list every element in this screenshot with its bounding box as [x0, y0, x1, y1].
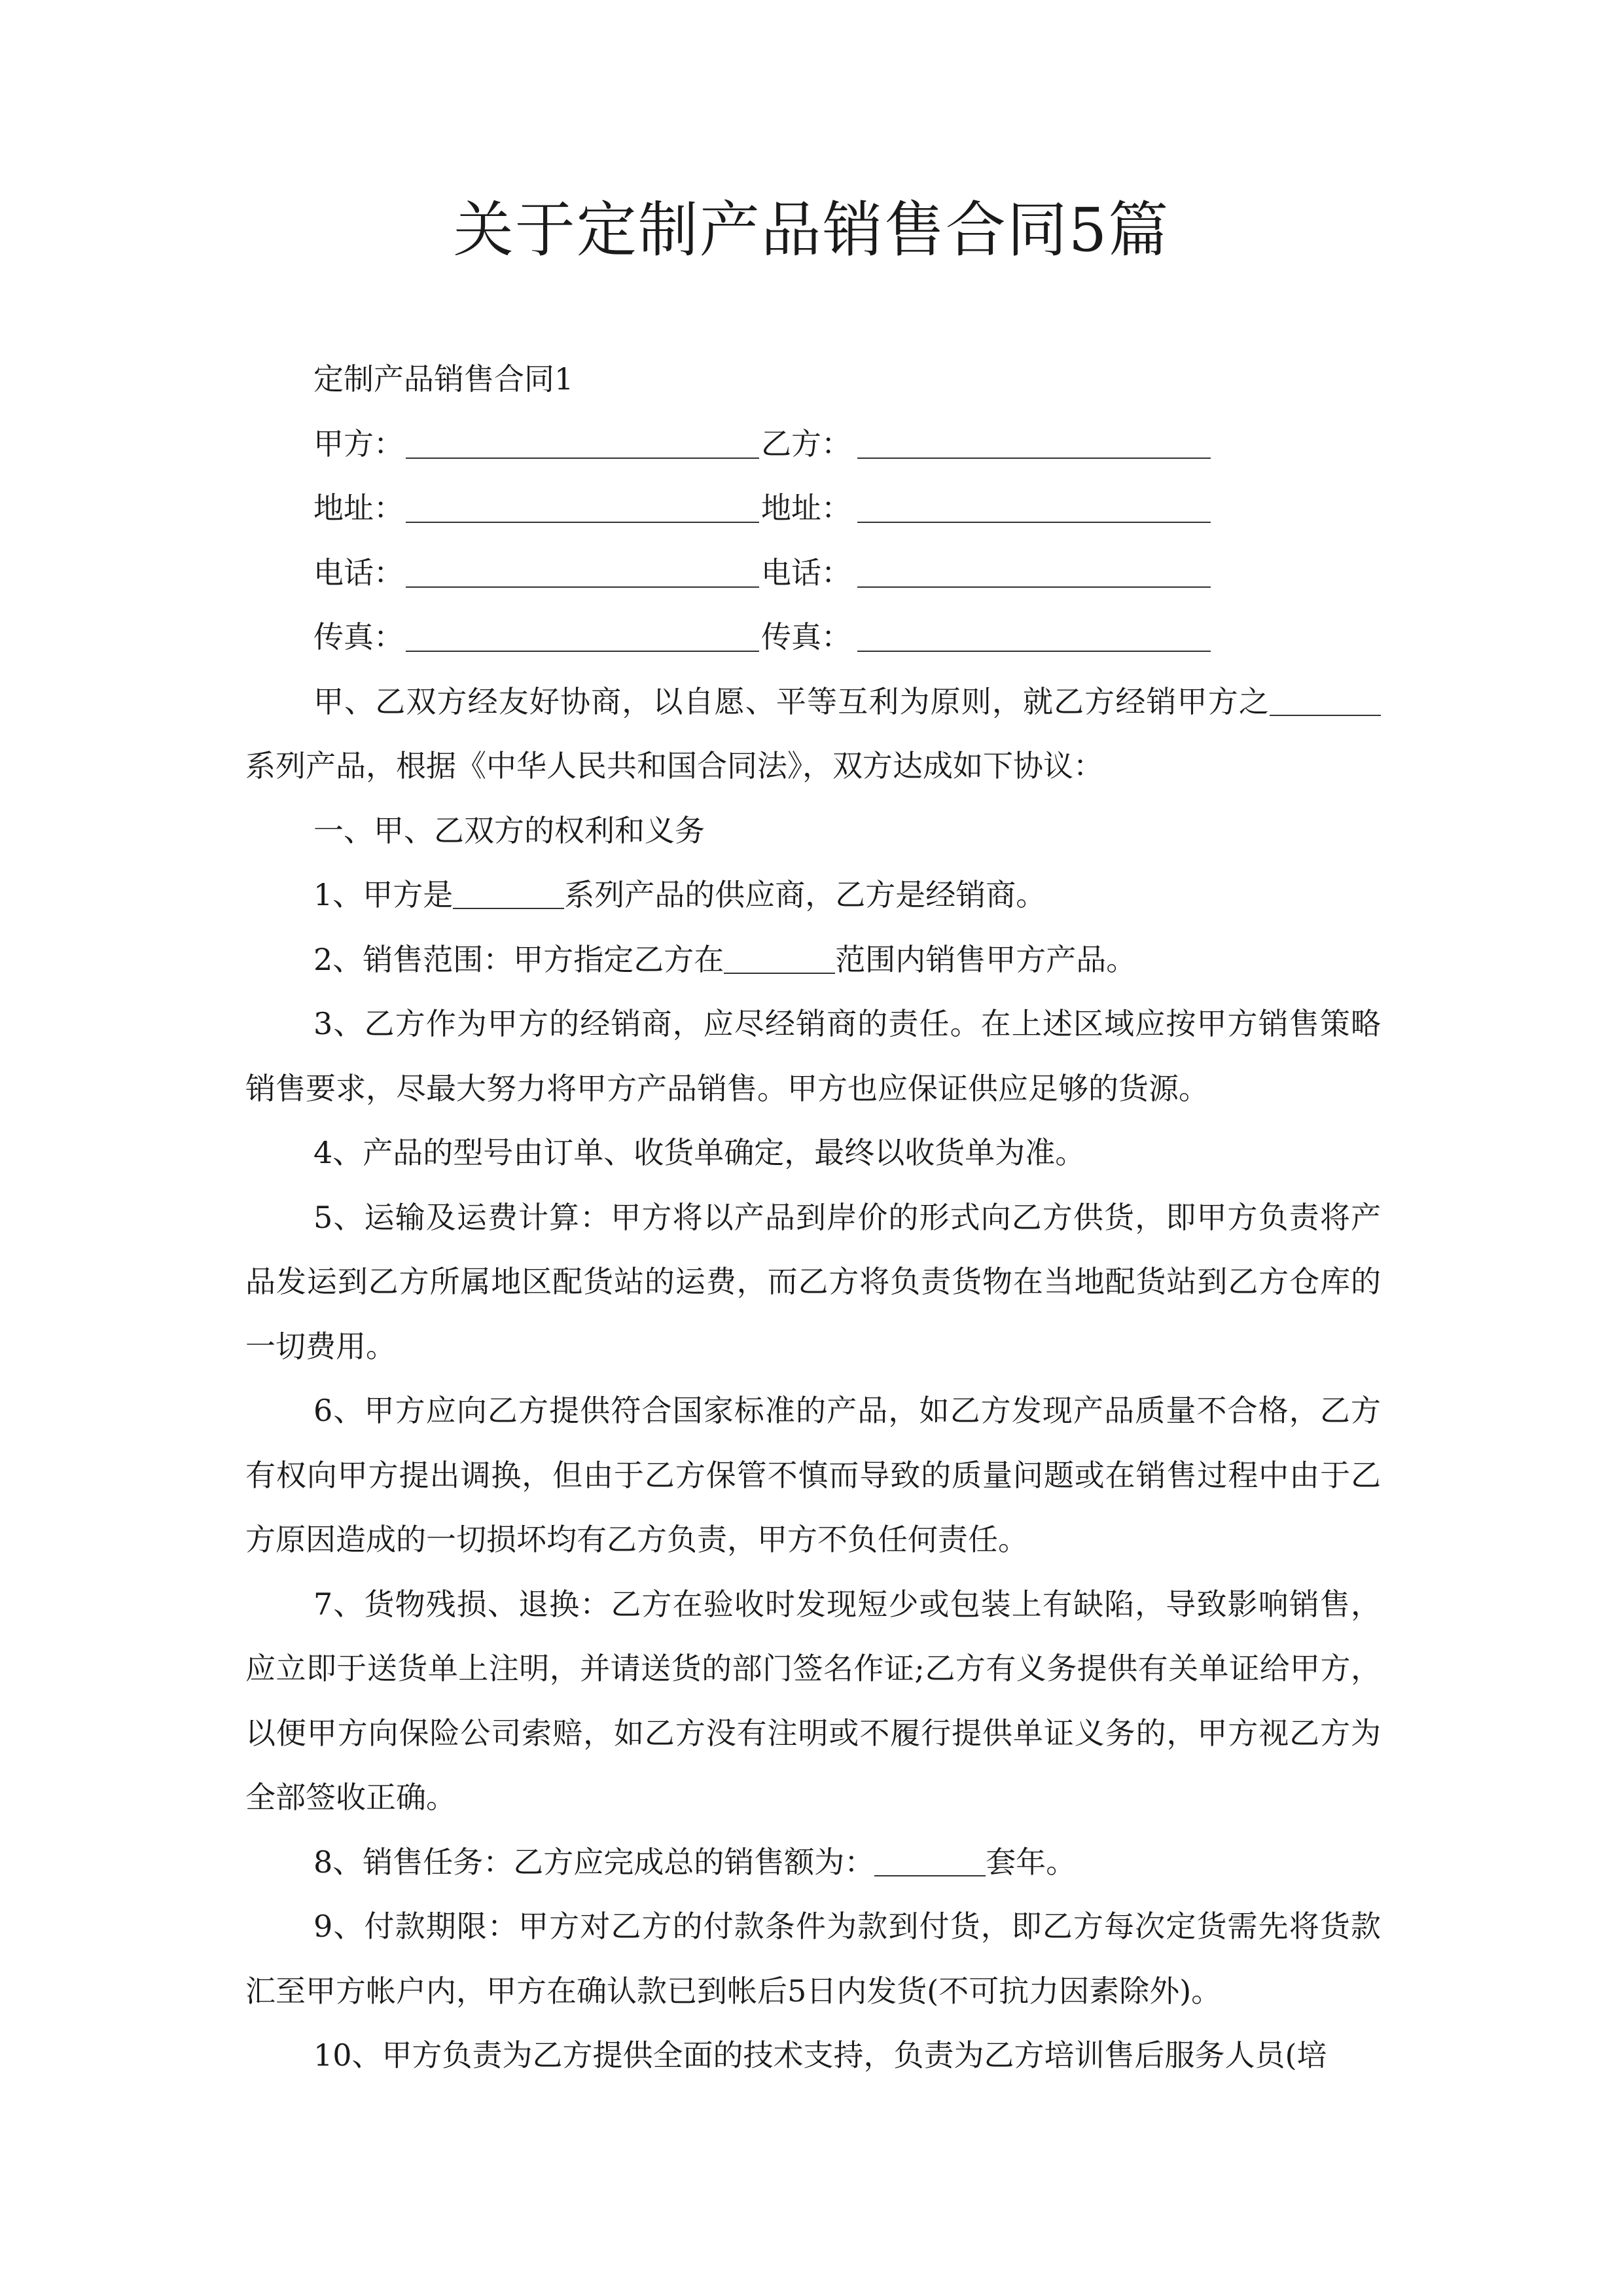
clause-9: 9、付款期限：甲方对乙方的付款条件为款到付货，即乙方每次定货需先将货款汇至甲方帐户内，甲方在确认款已到帐后5日内发货(不可抗力因素除外)。	[245, 1909, 1381, 2009]
clause-4: 4、产品的型号由订单、收货单确定，最终以收货单为准。	[313, 1135, 1086, 1170]
clause-10: 10、甲方负责为乙方提供全面的技术支持，负责为乙方培训售后服务人员(培	[313, 2037, 1327, 2073]
clause-1-blank	[453, 878, 564, 909]
party-b-address-label: 地址：	[761, 490, 851, 526]
clause-1-text-b: 系列产品的供应商，乙方是经销商。	[564, 877, 1046, 912]
clause-1	[245, 863, 1381, 927]
product-series-blank	[1270, 685, 1381, 716]
clause-8-text-a: 8、销售任务：乙方应完成总的销售额为：	[313, 1844, 875, 1880]
clause-2-text-a: 2、销售范围：甲方指定乙方在	[313, 941, 724, 977]
party-a-address-label: 地址：	[313, 490, 404, 526]
party-b-phone-label: 电话：	[761, 554, 851, 590]
clause-8-blank	[874, 1845, 986, 1876]
clause-2-text-b: 范围内销售甲方产品。	[835, 941, 1137, 977]
intro-text-b: 系列产品，根据《中华人民共和国合同法》，双方达成如下协议：	[245, 748, 1103, 783]
party-a-name-blank	[406, 457, 759, 459]
party-b-phone-blank	[857, 586, 1211, 588]
party-a-address-blank	[406, 522, 759, 523]
party-row-fax	[245, 605, 1381, 670]
party-b-name-label: 乙方：	[761, 425, 851, 461]
party-row-phone	[245, 541, 1381, 605]
contract-heading: 定制产品销售合同1	[313, 361, 574, 397]
clause-5: 5、运输及运费计算：甲方将以产品到岸价的形式向乙方供货，即甲方负责将产品发运到乙方所属地区配货站的运费，而乙方将负责货物在当地配货站到乙方仓库的一切费用。	[245, 1199, 1381, 1364]
party-a-name-label: 甲方：	[313, 425, 404, 461]
party-row-address	[245, 476, 1381, 541]
party-a-phone-label: 电话：	[313, 554, 404, 590]
party-a-fax-blank	[406, 651, 759, 652]
clause-2-blank	[724, 942, 835, 974]
clause-2	[245, 927, 1381, 992]
clause-8	[245, 1830, 1381, 1895]
clause-8-text-b: 套年。	[986, 1844, 1077, 1880]
clause-1-text-a: 1、甲方是	[313, 877, 454, 912]
section-heading-rights: 一、甲、乙双方的权利和义务	[313, 812, 705, 848]
party-a-fax-label: 传真：	[313, 619, 404, 655]
party-a-phone-blank	[406, 586, 759, 588]
party-b-name-blank	[857, 457, 1211, 459]
clause-7: 7、货物残损、退换：乙方在验收时发现短少或包装上有缺陷，导致影响销售，应立即于送货单上注明，并请送货的部门签名作证;乙方有义务提供有关单证给甲方，以便甲方向保险公司索赔，如乙方没有注明或不履行提供单证义务的，甲方视乙方为全部签收正确。	[245, 1586, 1381, 1815]
party-b-address-blank	[857, 522, 1211, 523]
party-row-name	[245, 412, 1381, 476]
clause-6: 6、甲方应向乙方提供符合国家标准的产品，如乙方发现产品质量不合格，乙方有权向甲方提出调换，但由于乙方保管不慎而导致的质量问题或在销售过程中由于乙方原因造成的一切损坏均有乙方负责，甲方不负任何责任。	[245, 1393, 1381, 1557]
intro-text-a: 甲、乙双方经友好协商，以自愿、平等互利为原则，就乙方经销甲方之	[313, 683, 1270, 719]
document-title: 关于定制产品销售合同5篇	[453, 195, 1170, 265]
party-b-fax-blank	[857, 651, 1211, 652]
party-b-fax-label: 传真：	[761, 619, 851, 655]
intro-paragraph	[245, 670, 1381, 798]
document-body	[245, 347, 1381, 2088]
clause-3: 3、乙方作为甲方的经销商，应尽经销商的责任。在上述区域应按甲方销售策略销售要求，尽最大努力将甲方产品销售。甲方也应保证供应足够的货源。	[245, 1006, 1381, 1106]
